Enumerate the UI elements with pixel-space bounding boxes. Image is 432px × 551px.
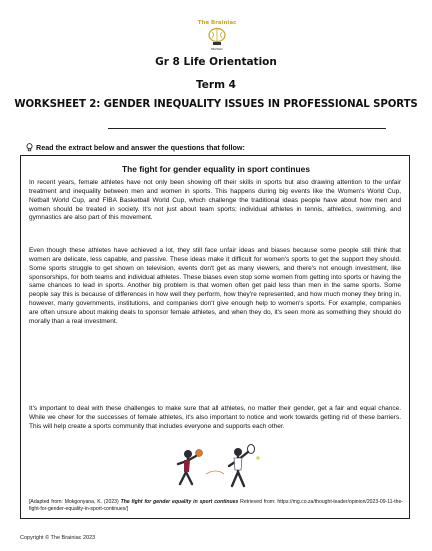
term-heading: Term 4	[196, 79, 236, 91]
brand-name: The Brainiac	[197, 20, 237, 26]
subject-heading: Gr 8 Life Orientation	[155, 56, 277, 68]
divider-line	[108, 128, 386, 129]
brain-icon	[206, 27, 228, 47]
article-title: The fight for gender equality in sport continues	[122, 164, 310, 174]
instruction-line	[26, 143, 245, 152]
citation-suffix: Retrieved from: https://mg.co.za/thought-leader/opinion/2023-09-11-the-fight-for-gender-equality-in-sport-continues/]	[29, 499, 403, 512]
article-paragraph-2: Even though these athletes have achieved a lot, they still face unfair ideas and biases because some people still think that women are delicate, less capable, and passive. These ideas make it difficult for women's sports to get the support they should. Some sports struggle to get shown on television, events don't get as many viewers, and there's not enough investment, like sponsorships, for both teams and individual athletes. These biases even stop some women from getting into sports or having the same chances to lead in sports. Another big problem is that women often get paid less than men in the same sports. Some people say this is because of differences in how well they perform, how they're represented, and how much money they bring in, however, many governments, institutions, and companies don't give enough help to women's sports. For example, companies are often unsure about making deals to sponsor female athletes, and when they do, it's seen more as something they should do morally than a real investment.	[29, 247, 401, 325]
article-paragraph-3: It's important to deal with these challenges to make sure that all athletes, no matter their gender, get a fair and equal chance. While we cheer for the successes of female athletes, it's also important to notice and work towards getting rid of these barriers. This will help create a sports community that includes everyone and supports each other.	[29, 405, 401, 430]
instruction-text: Read the extract below and answer the questions that follow:	[36, 143, 245, 152]
citation-title: The fight for gender equality in sport continues	[120, 499, 239, 505]
brand-tagline: BRAINIAC	[211, 48, 223, 51]
lightbulb-icon	[26, 143, 33, 152]
brainiac-logo	[196, 20, 238, 51]
worksheet-title: WORKSHEET 2: GENDER INEQUALITY ISSUES IN PROFESSIONAL SPORTS	[14, 99, 418, 110]
copyright-footer: Copyright © The Brainiac 2023	[20, 535, 96, 541]
female-athletes-illustration	[166, 444, 266, 494]
extract-box	[20, 155, 410, 519]
article-paragraph-1: In recent years, female athletes have not only been showing off their skills in sports but also drawing attention to the unfair treatment and inequality between men and women in sports. This happens during big events like the Women's World Cup, Netball World Cup, and FIBA Basketball World Cup, which challenge the traditional ideas people have about how men and women should be treated in society. It's not just about team sports; individual athletes in tennis, athletics, swimming, and gymnastics are also part of this movement.	[29, 179, 401, 222]
citation-prefix: [Adapted from: Mokgonyana, K. (2023)	[29, 499, 121, 505]
citation	[29, 499, 403, 512]
